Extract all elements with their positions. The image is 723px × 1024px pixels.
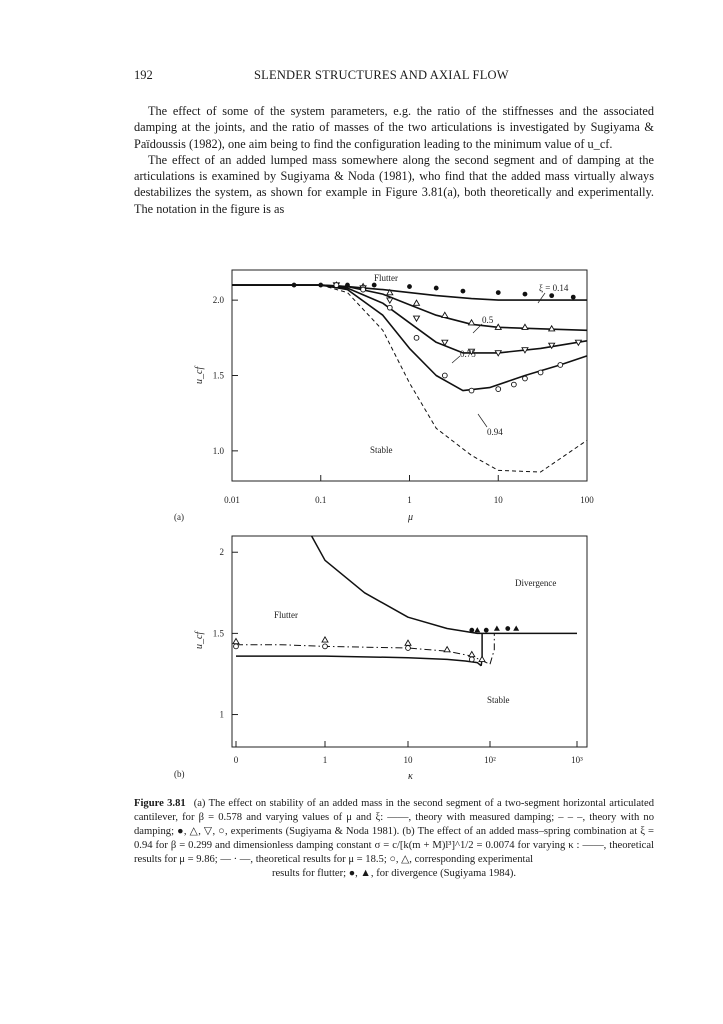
y-tick-label: 2.0	[212, 295, 224, 306]
data-point	[538, 370, 543, 375]
region-label-stable-b: Stable	[487, 695, 510, 705]
x-tick-label: 0	[233, 755, 239, 765]
data-point	[523, 376, 528, 381]
data-point	[323, 644, 328, 649]
data-point	[387, 298, 393, 303]
curve-label-05: 0.5	[482, 315, 494, 325]
data-point	[414, 335, 419, 340]
data-point	[469, 657, 474, 662]
series-line	[232, 285, 587, 353]
data-point	[318, 283, 323, 288]
caption-label: Figure 3.81	[134, 798, 186, 809]
panel-b-ylabel: u_cf	[194, 631, 205, 649]
panel-a-axes	[213, 295, 595, 505]
x-tick-label: 0.1	[315, 495, 327, 505]
series-line	[321, 285, 587, 472]
region-label-stable: Stable	[370, 445, 393, 455]
data-point	[494, 626, 500, 631]
curve-label-094: 0.94	[487, 427, 503, 437]
figure-caption	[134, 797, 654, 880]
data-point	[511, 382, 516, 387]
paragraph: The effect of an added lumped mass somewhere along the second segment and of damping at the articulations is examined by Sugiyama & Noda (1981), who find that the added mass virtually always destabilizes the system, as shown for example in Figure 3.81(a), both theoretically and experimentally. The notation in the figure is as	[134, 152, 654, 216]
data-point	[558, 363, 563, 368]
data-point	[522, 324, 528, 329]
curve-label-014: ξ = 0.14	[539, 283, 569, 293]
series-line	[236, 656, 481, 666]
data-point	[469, 628, 474, 633]
y-tick-label: 1	[219, 709, 224, 720]
data-point	[345, 283, 350, 288]
panel-a	[174, 270, 594, 523]
x-tick-label: 10	[493, 495, 503, 505]
region-label-flutter-b: Flutter	[274, 610, 298, 620]
panel-b-label: (b)	[174, 769, 185, 779]
data-point	[469, 651, 475, 656]
data-point	[484, 628, 489, 633]
data-point	[414, 316, 420, 321]
series-line	[490, 633, 494, 664]
data-point	[407, 284, 412, 289]
data-point	[479, 656, 485, 661]
data-point	[292, 283, 297, 288]
curve-label-075: 0.75	[460, 349, 476, 359]
data-point	[496, 387, 501, 392]
y-tick-label: 1.5	[212, 628, 224, 639]
data-point	[442, 373, 447, 378]
y-tick-label: 2	[219, 547, 224, 558]
data-point	[549, 293, 554, 298]
data-point	[233, 639, 239, 644]
panel-a-frame	[232, 270, 587, 481]
data-point	[444, 647, 450, 652]
x-tick-label: 10²	[484, 755, 496, 765]
x-tick-label: 10	[403, 755, 413, 765]
x-tick-label: 100	[580, 495, 594, 505]
series-line	[232, 285, 587, 391]
data-point	[469, 388, 474, 393]
data-point	[496, 290, 501, 295]
data-point	[513, 626, 519, 631]
x-tick-label: 10³	[571, 755, 583, 765]
data-point	[414, 300, 420, 305]
x-tick-label: 0.01	[224, 495, 240, 505]
data-point	[434, 286, 439, 291]
series-line	[236, 645, 490, 665]
caption-text: (a) The effect on stability of an added mass in the second segment of a two-segment horizontal articulated cantilever, for β = 0.578 and varying values of μ and ξ: ——, theory with measured damping; – – –, theory with no damping; ●, △, ▽, ○, experiments (Sugiyama & Noda 1981). (b) The effect of an added mass–spring combination at ξ = 0.94 for β = 0.299 and dimensionless damping constant σ = c/[k(m + M)l³]^1/2 = 0.0074 for varying κ : ——, theoretical results for μ = 9.86; — · —, theoretical results for μ = 18.5; ○, △, corresponding experimental	[134, 798, 654, 865]
data-point	[234, 644, 239, 649]
x-tick-label: 1	[407, 495, 412, 505]
panel-a-label: (a)	[174, 512, 184, 522]
data-point	[387, 305, 392, 310]
region-label-divergence: Divergence	[515, 578, 557, 588]
data-point	[361, 287, 366, 292]
data-point	[474, 627, 480, 632]
running-head: SLENDER STRUCTURES AND AXIAL FLOW	[254, 68, 509, 82]
panel-b-xlabel: κ	[408, 771, 413, 782]
x-tick-label: 1	[322, 755, 328, 765]
y-tick-label: 1.0	[212, 445, 224, 456]
paragraph: The effect of some of the system parameters, e.g. the ratio of the stiffnesses and the associated damping at the joints, and the ratio of masses of the two articulations is investigated by Sugiyama & Païdoussis (1982), one aim being to find the configuration leading to the minimum value of u_cf.	[134, 104, 654, 151]
panel-a-curves	[232, 285, 587, 472]
data-point	[334, 283, 339, 288]
data-point	[571, 295, 576, 300]
data-point	[406, 646, 411, 651]
data-point	[461, 289, 466, 294]
caption-last-line: results for flutter; ●, ▲, for divergence (Sugiyama 1984).	[271, 867, 517, 879]
region-label-flutter: Flutter	[374, 273, 398, 283]
page-number: 192	[134, 68, 153, 82]
data-point	[322, 637, 328, 642]
panel-b	[174, 536, 587, 782]
data-point	[469, 320, 475, 325]
panel-a-ylabel: u_cf	[194, 366, 205, 384]
panel-b-frame	[232, 536, 587, 747]
data-point	[523, 292, 528, 297]
y-tick-label: 1.5	[212, 370, 224, 381]
data-point	[405, 640, 411, 645]
data-point	[505, 626, 510, 631]
data-point	[372, 283, 377, 288]
panel-a-xlabel: μ	[408, 512, 414, 523]
data-point	[442, 312, 448, 317]
